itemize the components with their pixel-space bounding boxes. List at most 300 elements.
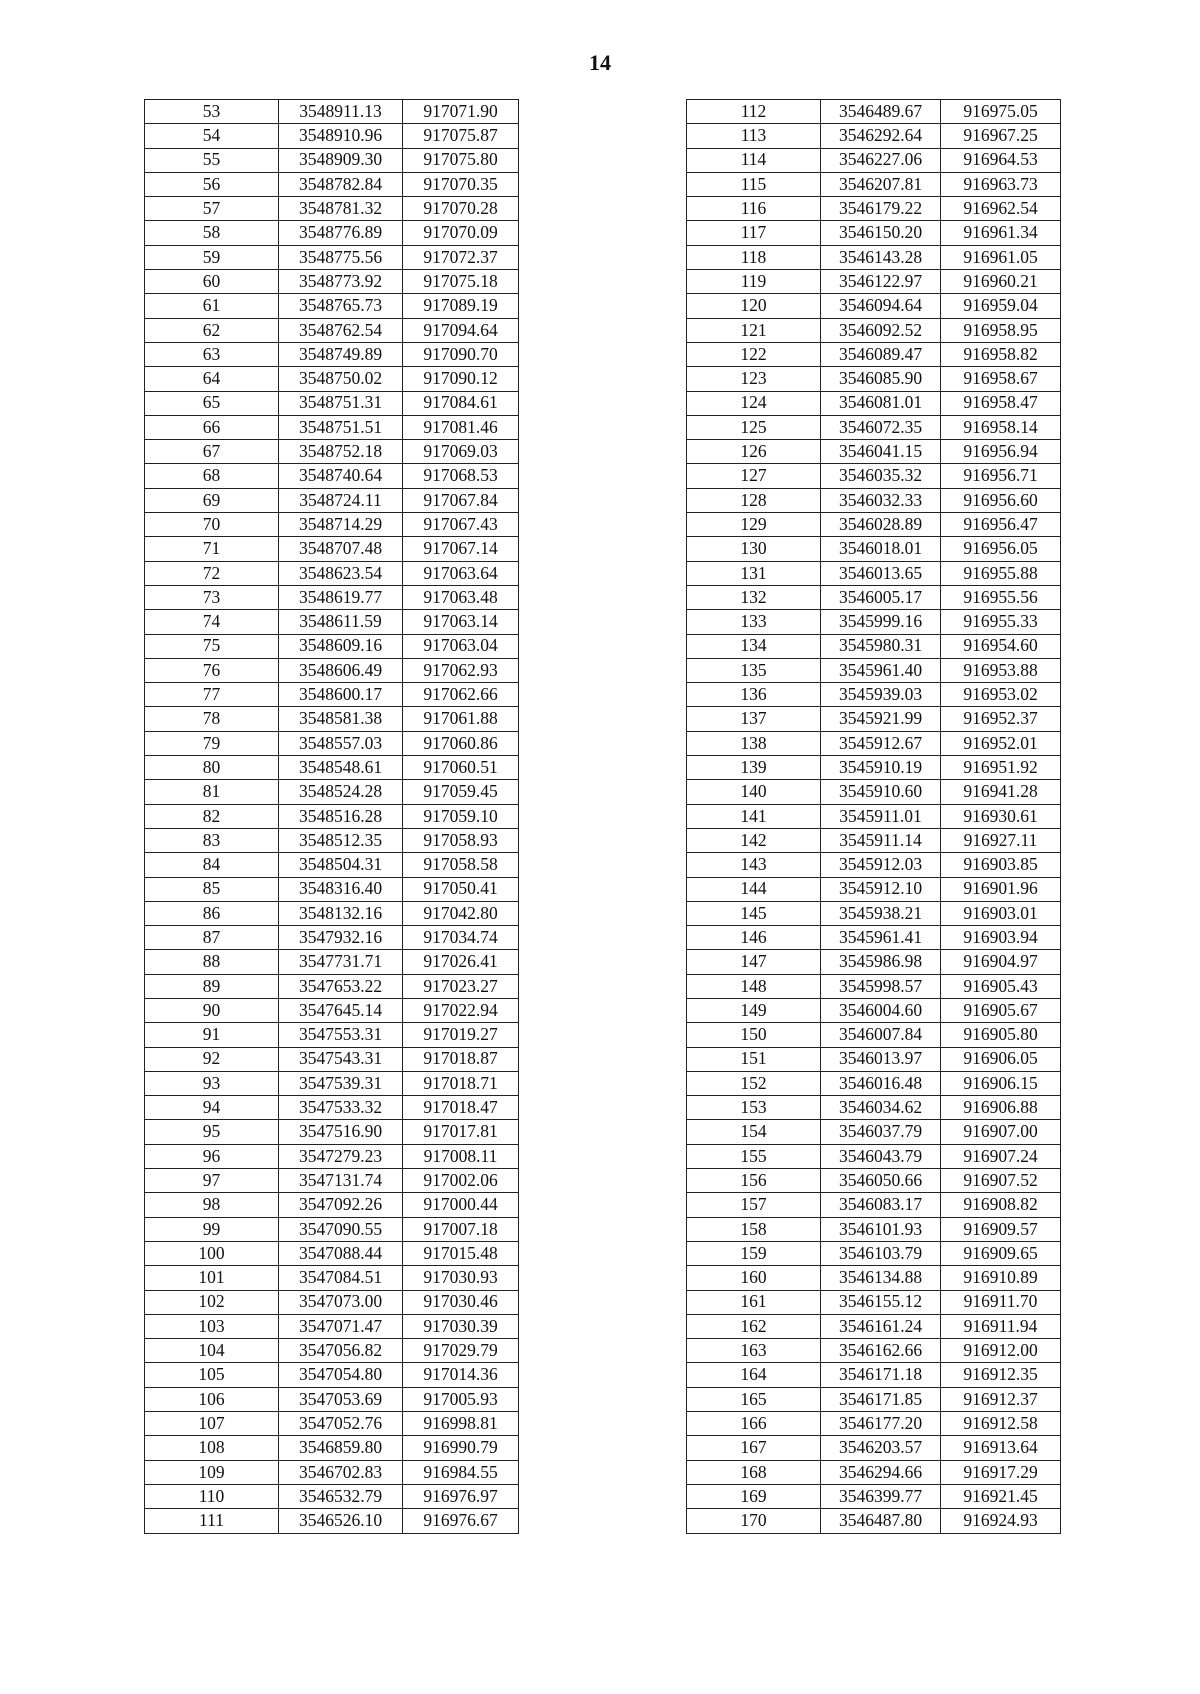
point-number-cell: 165 (687, 1387, 821, 1411)
point-number-cell: 94 (145, 1096, 279, 1120)
x-coordinate-cell: 3546092.52 (821, 318, 941, 342)
x-coordinate-cell: 3547090.55 (279, 1217, 403, 1241)
table-row (145, 998, 519, 1022)
table-row (145, 294, 519, 318)
y-coordinate-cell: 916954.60 (941, 634, 1061, 658)
point-number-cell: 57 (145, 197, 279, 221)
y-coordinate-cell: 917063.48 (403, 585, 519, 609)
y-coordinate-cell: 917042.80 (403, 901, 519, 925)
table-row (687, 172, 1061, 196)
x-coordinate-cell: 3548762.54 (279, 318, 403, 342)
y-coordinate-cell: 917002.06 (403, 1169, 519, 1193)
point-number-cell: 166 (687, 1412, 821, 1436)
y-coordinate-cell: 916998.81 (403, 1412, 519, 1436)
table-row (145, 318, 519, 342)
point-number-cell: 73 (145, 585, 279, 609)
y-coordinate-cell: 916961.05 (941, 245, 1061, 269)
y-coordinate-cell: 916911.94 (941, 1314, 1061, 1338)
x-coordinate-cell: 3546094.64 (821, 294, 941, 318)
point-number-cell: 75 (145, 634, 279, 658)
y-coordinate-cell: 916967.25 (941, 124, 1061, 148)
point-number-cell: 163 (687, 1339, 821, 1363)
table-row (687, 658, 1061, 682)
y-coordinate-cell: 916958.82 (941, 342, 1061, 366)
point-number-cell: 133 (687, 610, 821, 634)
y-coordinate-cell: 916906.15 (941, 1071, 1061, 1095)
y-coordinate-cell: 917058.58 (403, 853, 519, 877)
y-coordinate-cell: 917058.93 (403, 828, 519, 852)
x-coordinate-cell: 3548910.96 (279, 124, 403, 148)
x-coordinate-cell: 3546526.10 (279, 1509, 403, 1533)
x-coordinate-cell: 3547932.16 (279, 926, 403, 950)
table-row (145, 561, 519, 585)
table-row (687, 245, 1061, 269)
table-row (687, 1096, 1061, 1120)
coordinates-table-right-body (687, 100, 1061, 1534)
y-coordinate-cell: 917063.64 (403, 561, 519, 585)
y-coordinate-cell: 917014.36 (403, 1363, 519, 1387)
table-row (687, 756, 1061, 780)
y-coordinate-cell: 916905.80 (941, 1023, 1061, 1047)
y-coordinate-cell: 917005.93 (403, 1387, 519, 1411)
table-row (145, 683, 519, 707)
y-coordinate-cell: 916958.95 (941, 318, 1061, 342)
point-number-cell: 151 (687, 1047, 821, 1071)
table-row (145, 464, 519, 488)
y-coordinate-cell: 916901.96 (941, 877, 1061, 901)
table-row (687, 367, 1061, 391)
y-coordinate-cell: 916958.14 (941, 415, 1061, 439)
point-number-cell: 88 (145, 950, 279, 974)
table-row (145, 610, 519, 634)
x-coordinate-cell: 3547131.74 (279, 1169, 403, 1193)
y-coordinate-cell: 916912.00 (941, 1339, 1061, 1363)
x-coordinate-cell: 3547279.23 (279, 1144, 403, 1168)
table-row (145, 926, 519, 950)
table-row (687, 731, 1061, 755)
x-coordinate-cell: 3548773.92 (279, 270, 403, 294)
x-coordinate-cell: 3548623.54 (279, 561, 403, 585)
point-number-cell: 78 (145, 707, 279, 731)
y-coordinate-cell: 916905.43 (941, 974, 1061, 998)
table-row (145, 124, 519, 148)
table-row (687, 1412, 1061, 1436)
point-number-cell: 62 (145, 318, 279, 342)
x-coordinate-cell: 3545939.03 (821, 683, 941, 707)
table-row (687, 1509, 1061, 1533)
table-row (145, 100, 519, 124)
x-coordinate-cell: 3546399.77 (821, 1484, 941, 1508)
point-number-cell: 56 (145, 172, 279, 196)
point-number-cell: 126 (687, 440, 821, 464)
point-number-cell: 161 (687, 1290, 821, 1314)
table-row (687, 294, 1061, 318)
y-coordinate-cell: 917023.27 (403, 974, 519, 998)
y-coordinate-cell: 916964.53 (941, 148, 1061, 172)
x-coordinate-cell: 3546177.20 (821, 1412, 941, 1436)
y-coordinate-cell: 916975.05 (941, 100, 1061, 124)
y-coordinate-cell: 917090.12 (403, 367, 519, 391)
x-coordinate-cell: 3546035.32 (821, 464, 941, 488)
y-coordinate-cell: 917067.43 (403, 513, 519, 537)
point-number-cell: 155 (687, 1144, 821, 1168)
point-number-cell: 59 (145, 245, 279, 269)
table-row (687, 707, 1061, 731)
y-coordinate-cell: 916907.00 (941, 1120, 1061, 1144)
table-row (145, 513, 519, 537)
y-coordinate-cell: 917069.03 (403, 440, 519, 464)
y-coordinate-cell: 916990.79 (403, 1436, 519, 1460)
table-row (687, 974, 1061, 998)
point-number-cell: 159 (687, 1241, 821, 1265)
x-coordinate-cell: 3547053.69 (279, 1387, 403, 1411)
x-coordinate-cell: 3547645.14 (279, 998, 403, 1022)
table-row (145, 1047, 519, 1071)
table-row (687, 1217, 1061, 1241)
table-row (145, 585, 519, 609)
table-row (145, 901, 519, 925)
y-coordinate-cell: 916906.88 (941, 1096, 1061, 1120)
table-row (145, 221, 519, 245)
x-coordinate-cell: 3545912.10 (821, 877, 941, 901)
table-row (145, 1484, 519, 1508)
x-coordinate-cell: 3548516.28 (279, 804, 403, 828)
point-number-cell: 131 (687, 561, 821, 585)
point-number-cell: 55 (145, 148, 279, 172)
table-row (687, 1363, 1061, 1387)
x-coordinate-cell: 3548581.38 (279, 707, 403, 731)
table-row (145, 342, 519, 366)
x-coordinate-cell: 3546103.79 (821, 1241, 941, 1265)
table-row (145, 756, 519, 780)
y-coordinate-cell: 916906.05 (941, 1047, 1061, 1071)
x-coordinate-cell: 3548724.11 (279, 488, 403, 512)
point-number-cell: 146 (687, 926, 821, 950)
table-row (145, 270, 519, 294)
x-coordinate-cell: 3547543.31 (279, 1047, 403, 1071)
point-number-cell: 167 (687, 1436, 821, 1460)
y-coordinate-cell: 916941.28 (941, 780, 1061, 804)
y-coordinate-cell: 917059.10 (403, 804, 519, 828)
point-number-cell: 153 (687, 1096, 821, 1120)
table-row (687, 1484, 1061, 1508)
point-number-cell: 93 (145, 1071, 279, 1095)
y-coordinate-cell: 916903.94 (941, 926, 1061, 950)
table-row (687, 780, 1061, 804)
point-number-cell: 82 (145, 804, 279, 828)
table-row (687, 926, 1061, 950)
point-number-cell: 141 (687, 804, 821, 828)
x-coordinate-cell: 3545910.19 (821, 756, 941, 780)
x-coordinate-cell: 3547088.44 (279, 1241, 403, 1265)
y-coordinate-cell: 916909.65 (941, 1241, 1061, 1265)
point-number-cell: 103 (145, 1314, 279, 1338)
table-row (145, 1436, 519, 1460)
y-coordinate-cell: 916962.54 (941, 197, 1061, 221)
point-number-cell: 77 (145, 683, 279, 707)
y-coordinate-cell: 917060.51 (403, 756, 519, 780)
x-coordinate-cell: 3547533.32 (279, 1096, 403, 1120)
y-coordinate-cell: 916959.04 (941, 294, 1061, 318)
y-coordinate-cell: 916912.37 (941, 1387, 1061, 1411)
x-coordinate-cell: 3548504.31 (279, 853, 403, 877)
table-row (145, 1217, 519, 1241)
y-coordinate-cell: 917070.28 (403, 197, 519, 221)
x-coordinate-cell: 3546171.18 (821, 1363, 941, 1387)
y-coordinate-cell: 917030.46 (403, 1290, 519, 1314)
x-coordinate-cell: 3548557.03 (279, 731, 403, 755)
y-coordinate-cell: 916976.67 (403, 1509, 519, 1533)
table-row (687, 998, 1061, 1022)
x-coordinate-cell: 3546859.80 (279, 1436, 403, 1460)
y-coordinate-cell: 916909.57 (941, 1217, 1061, 1241)
point-number-cell: 113 (687, 124, 821, 148)
x-coordinate-cell: 3547553.31 (279, 1023, 403, 1047)
point-number-cell: 150 (687, 1023, 821, 1047)
table-row (687, 1387, 1061, 1411)
table-row (687, 1460, 1061, 1484)
point-number-cell: 81 (145, 780, 279, 804)
table-row (687, 342, 1061, 366)
x-coordinate-cell: 3546294.66 (821, 1460, 941, 1484)
x-coordinate-cell: 3548909.30 (279, 148, 403, 172)
y-coordinate-cell: 917067.84 (403, 488, 519, 512)
point-number-cell: 96 (145, 1144, 279, 1168)
table-row (145, 1071, 519, 1095)
x-coordinate-cell: 3546034.62 (821, 1096, 941, 1120)
x-coordinate-cell: 3546203.57 (821, 1436, 941, 1460)
table-row (687, 1436, 1061, 1460)
x-coordinate-cell: 3546487.80 (821, 1509, 941, 1533)
point-number-cell: 142 (687, 828, 821, 852)
point-number-cell: 60 (145, 270, 279, 294)
point-number-cell: 105 (145, 1363, 279, 1387)
y-coordinate-cell: 916927.11 (941, 828, 1061, 852)
y-coordinate-cell: 916930.61 (941, 804, 1061, 828)
x-coordinate-cell: 3545986.98 (821, 950, 941, 974)
y-coordinate-cell: 917019.27 (403, 1023, 519, 1047)
x-coordinate-cell: 3548751.51 (279, 415, 403, 439)
x-coordinate-cell: 3548132.16 (279, 901, 403, 925)
x-coordinate-cell: 3546043.79 (821, 1144, 941, 1168)
table-row (687, 391, 1061, 415)
x-coordinate-cell: 3545980.31 (821, 634, 941, 658)
y-coordinate-cell: 916911.70 (941, 1290, 1061, 1314)
x-coordinate-cell: 3548911.13 (279, 100, 403, 124)
x-coordinate-cell: 3546018.01 (821, 537, 941, 561)
x-coordinate-cell: 3546122.97 (821, 270, 941, 294)
x-coordinate-cell: 3548316.40 (279, 877, 403, 901)
x-coordinate-cell: 3547653.22 (279, 974, 403, 998)
point-number-cell: 69 (145, 488, 279, 512)
table-row (145, 1266, 519, 1290)
point-number-cell: 169 (687, 1484, 821, 1508)
point-number-cell: 122 (687, 342, 821, 366)
table-row (145, 1339, 519, 1363)
point-number-cell: 108 (145, 1436, 279, 1460)
point-number-cell: 66 (145, 415, 279, 439)
x-coordinate-cell: 3548524.28 (279, 780, 403, 804)
x-coordinate-cell: 3548775.56 (279, 245, 403, 269)
y-coordinate-cell: 916953.02 (941, 683, 1061, 707)
table-row (145, 1363, 519, 1387)
point-number-cell: 162 (687, 1314, 821, 1338)
point-number-cell: 124 (687, 391, 821, 415)
table-row (145, 853, 519, 877)
point-number-cell: 164 (687, 1363, 821, 1387)
y-coordinate-cell: 917059.45 (403, 780, 519, 804)
table-row (687, 148, 1061, 172)
table-row (687, 100, 1061, 124)
y-coordinate-cell: 917063.04 (403, 634, 519, 658)
x-coordinate-cell: 3546081.01 (821, 391, 941, 415)
table-row (145, 367, 519, 391)
point-number-cell: 117 (687, 221, 821, 245)
point-number-cell: 107 (145, 1412, 279, 1436)
point-number-cell: 137 (687, 707, 821, 731)
y-coordinate-cell: 916952.37 (941, 707, 1061, 731)
y-coordinate-cell: 917015.48 (403, 1241, 519, 1265)
point-number-cell: 139 (687, 756, 821, 780)
x-coordinate-cell: 3546101.93 (821, 1217, 941, 1241)
x-coordinate-cell: 3546089.47 (821, 342, 941, 366)
x-coordinate-cell: 3546028.89 (821, 513, 941, 537)
table-row (687, 683, 1061, 707)
y-coordinate-cell: 916924.93 (941, 1509, 1061, 1533)
table-row (687, 1071, 1061, 1095)
x-coordinate-cell: 3548752.18 (279, 440, 403, 464)
y-coordinate-cell: 917070.09 (403, 221, 519, 245)
point-number-cell: 68 (145, 464, 279, 488)
x-coordinate-cell: 3546179.22 (821, 197, 941, 221)
point-number-cell: 112 (687, 100, 821, 124)
x-coordinate-cell: 3547731.71 (279, 950, 403, 974)
point-number-cell: 140 (687, 780, 821, 804)
y-coordinate-cell: 917084.61 (403, 391, 519, 415)
point-number-cell: 111 (145, 1509, 279, 1533)
y-coordinate-cell: 917050.41 (403, 877, 519, 901)
point-number-cell: 170 (687, 1509, 821, 1533)
point-number-cell: 63 (145, 342, 279, 366)
y-coordinate-cell: 916913.64 (941, 1436, 1061, 1460)
point-number-cell: 119 (687, 270, 821, 294)
point-number-cell: 143 (687, 853, 821, 877)
point-number-cell: 110 (145, 1484, 279, 1508)
table-row (145, 245, 519, 269)
y-coordinate-cell: 916955.56 (941, 585, 1061, 609)
y-coordinate-cell: 917026.41 (403, 950, 519, 974)
point-number-cell: 84 (145, 853, 279, 877)
point-number-cell: 102 (145, 1290, 279, 1314)
table-row (145, 707, 519, 731)
point-number-cell: 145 (687, 901, 821, 925)
x-coordinate-cell: 3546013.97 (821, 1047, 941, 1071)
table-row (687, 950, 1061, 974)
table-row (687, 1047, 1061, 1071)
point-number-cell: 114 (687, 148, 821, 172)
x-coordinate-cell: 3548740.64 (279, 464, 403, 488)
y-coordinate-cell: 917062.93 (403, 658, 519, 682)
table-row (687, 221, 1061, 245)
x-coordinate-cell: 3546162.66 (821, 1339, 941, 1363)
x-coordinate-cell: 3545912.67 (821, 731, 941, 755)
table-row (145, 1412, 519, 1436)
y-coordinate-cell: 916908.82 (941, 1193, 1061, 1217)
x-coordinate-cell: 3546041.15 (821, 440, 941, 464)
x-coordinate-cell: 3547092.26 (279, 1193, 403, 1217)
table-row (687, 828, 1061, 852)
table-row (687, 1314, 1061, 1338)
y-coordinate-cell: 917061.88 (403, 707, 519, 731)
point-number-cell: 129 (687, 513, 821, 537)
x-coordinate-cell: 3545910.60 (821, 780, 941, 804)
point-number-cell: 97 (145, 1169, 279, 1193)
point-number-cell: 118 (687, 245, 821, 269)
table-row (145, 1023, 519, 1047)
x-coordinate-cell: 3548749.89 (279, 342, 403, 366)
x-coordinate-cell: 3547052.76 (279, 1412, 403, 1436)
x-coordinate-cell: 3546702.83 (279, 1460, 403, 1484)
table-row (687, 488, 1061, 512)
x-coordinate-cell: 3545998.57 (821, 974, 941, 998)
y-coordinate-cell: 916960.21 (941, 270, 1061, 294)
table-row (687, 853, 1061, 877)
x-coordinate-cell: 3546032.33 (821, 488, 941, 512)
x-coordinate-cell: 3547516.90 (279, 1120, 403, 1144)
table-row (687, 804, 1061, 828)
x-coordinate-cell: 3548751.31 (279, 391, 403, 415)
point-number-cell: 65 (145, 391, 279, 415)
point-number-cell: 106 (145, 1387, 279, 1411)
table-row (687, 585, 1061, 609)
point-number-cell: 92 (145, 1047, 279, 1071)
point-number-cell: 101 (145, 1266, 279, 1290)
table-row (145, 1509, 519, 1533)
table-row (145, 1096, 519, 1120)
x-coordinate-cell: 3546161.24 (821, 1314, 941, 1338)
y-coordinate-cell: 917075.87 (403, 124, 519, 148)
y-coordinate-cell: 916952.01 (941, 731, 1061, 755)
x-coordinate-cell: 3546083.17 (821, 1193, 941, 1217)
table-row (145, 1290, 519, 1314)
x-coordinate-cell: 3548782.84 (279, 172, 403, 196)
x-coordinate-cell: 3547084.51 (279, 1266, 403, 1290)
point-number-cell: 67 (145, 440, 279, 464)
x-coordinate-cell: 3547056.82 (279, 1339, 403, 1363)
y-coordinate-cell: 916907.52 (941, 1169, 1061, 1193)
y-coordinate-cell: 917072.37 (403, 245, 519, 269)
x-coordinate-cell: 3548776.89 (279, 221, 403, 245)
point-number-cell: 135 (687, 658, 821, 682)
point-number-cell: 61 (145, 294, 279, 318)
point-number-cell: 95 (145, 1120, 279, 1144)
point-number-cell: 160 (687, 1266, 821, 1290)
y-coordinate-cell: 916956.05 (941, 537, 1061, 561)
y-coordinate-cell: 917094.64 (403, 318, 519, 342)
table-row (687, 270, 1061, 294)
table-row (145, 1193, 519, 1217)
x-coordinate-cell: 3547539.31 (279, 1071, 403, 1095)
y-coordinate-cell: 916951.92 (941, 756, 1061, 780)
y-coordinate-cell: 917030.93 (403, 1266, 519, 1290)
point-number-cell: 168 (687, 1460, 821, 1484)
table-row (145, 828, 519, 852)
y-coordinate-cell: 916910.89 (941, 1266, 1061, 1290)
point-number-cell: 87 (145, 926, 279, 950)
point-number-cell: 83 (145, 828, 279, 852)
table-row (687, 513, 1061, 537)
x-coordinate-cell: 3546150.20 (821, 221, 941, 245)
